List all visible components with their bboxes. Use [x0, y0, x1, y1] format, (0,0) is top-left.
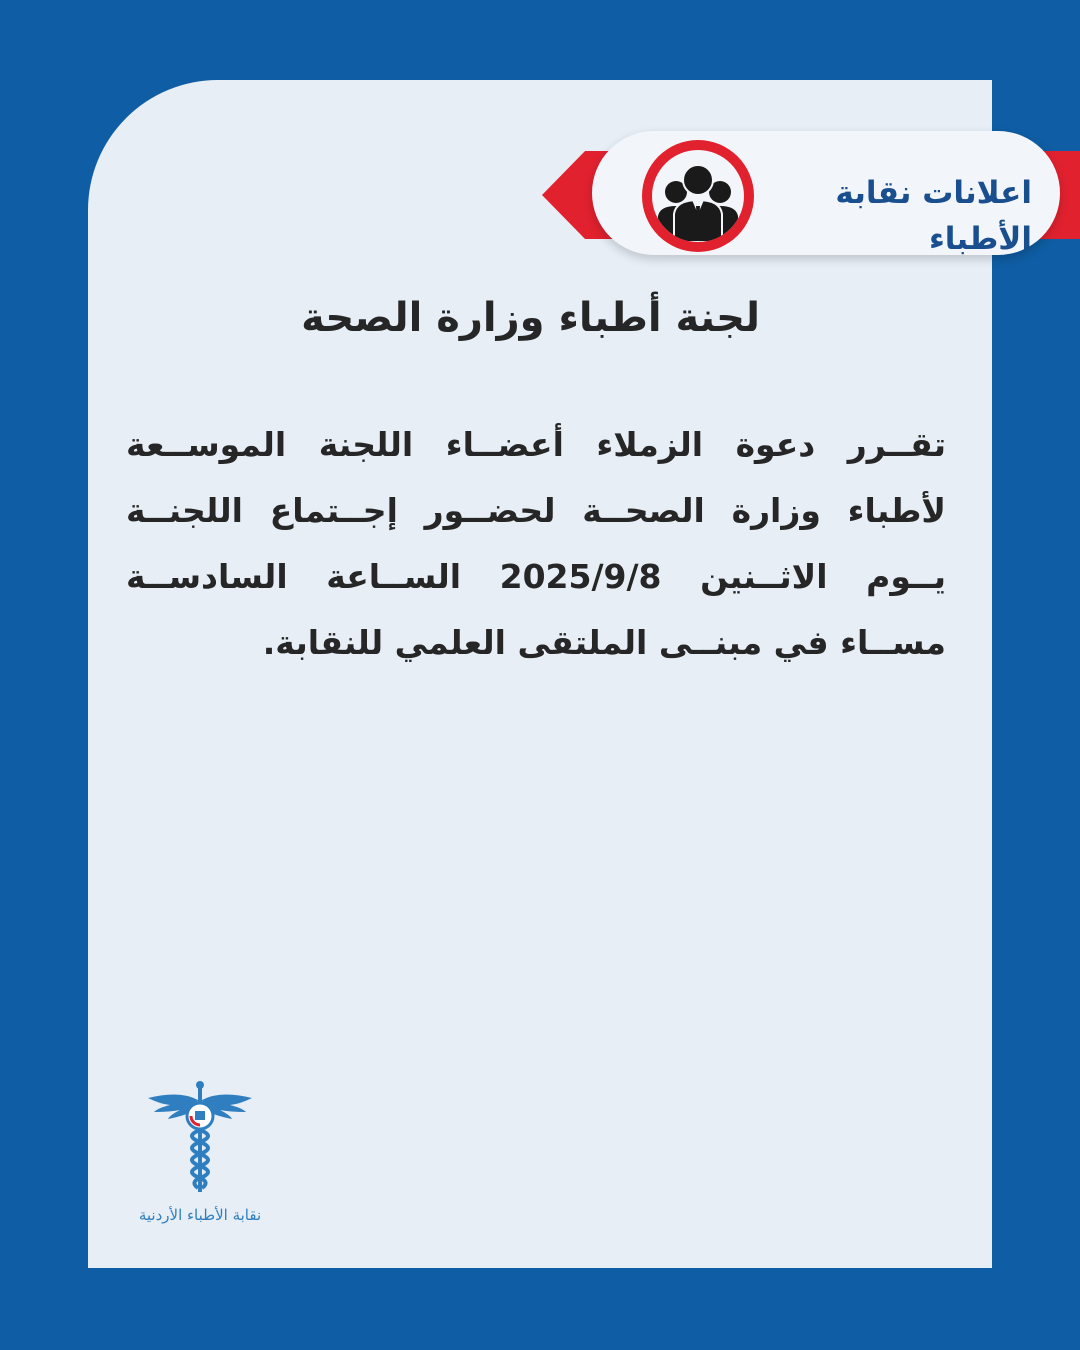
caduceus-logo: [140, 1078, 260, 1196]
logo-caption: نقابة الأطباء الأردنية: [138, 1206, 262, 1224]
doctors-group-icon: [652, 150, 744, 242]
announcement-title: لجنة أطباء وزارة الصحة: [301, 295, 760, 341]
header-badge: [642, 140, 754, 252]
announcement-body: تقــرر دعوة الزملاء أعضــاء اللجنة الموســعة لأطباء وزارة الصحــة لحضــور إجــتماع اللجنــة يــوم الاثــنين 2025/9/8 الســاعة السادســة مســاء في مبنــى الملتقى العلمي للنقابة.: [126, 425, 946, 662]
header-label: اعلانات نقابة الأطباء: [835, 175, 1032, 257]
